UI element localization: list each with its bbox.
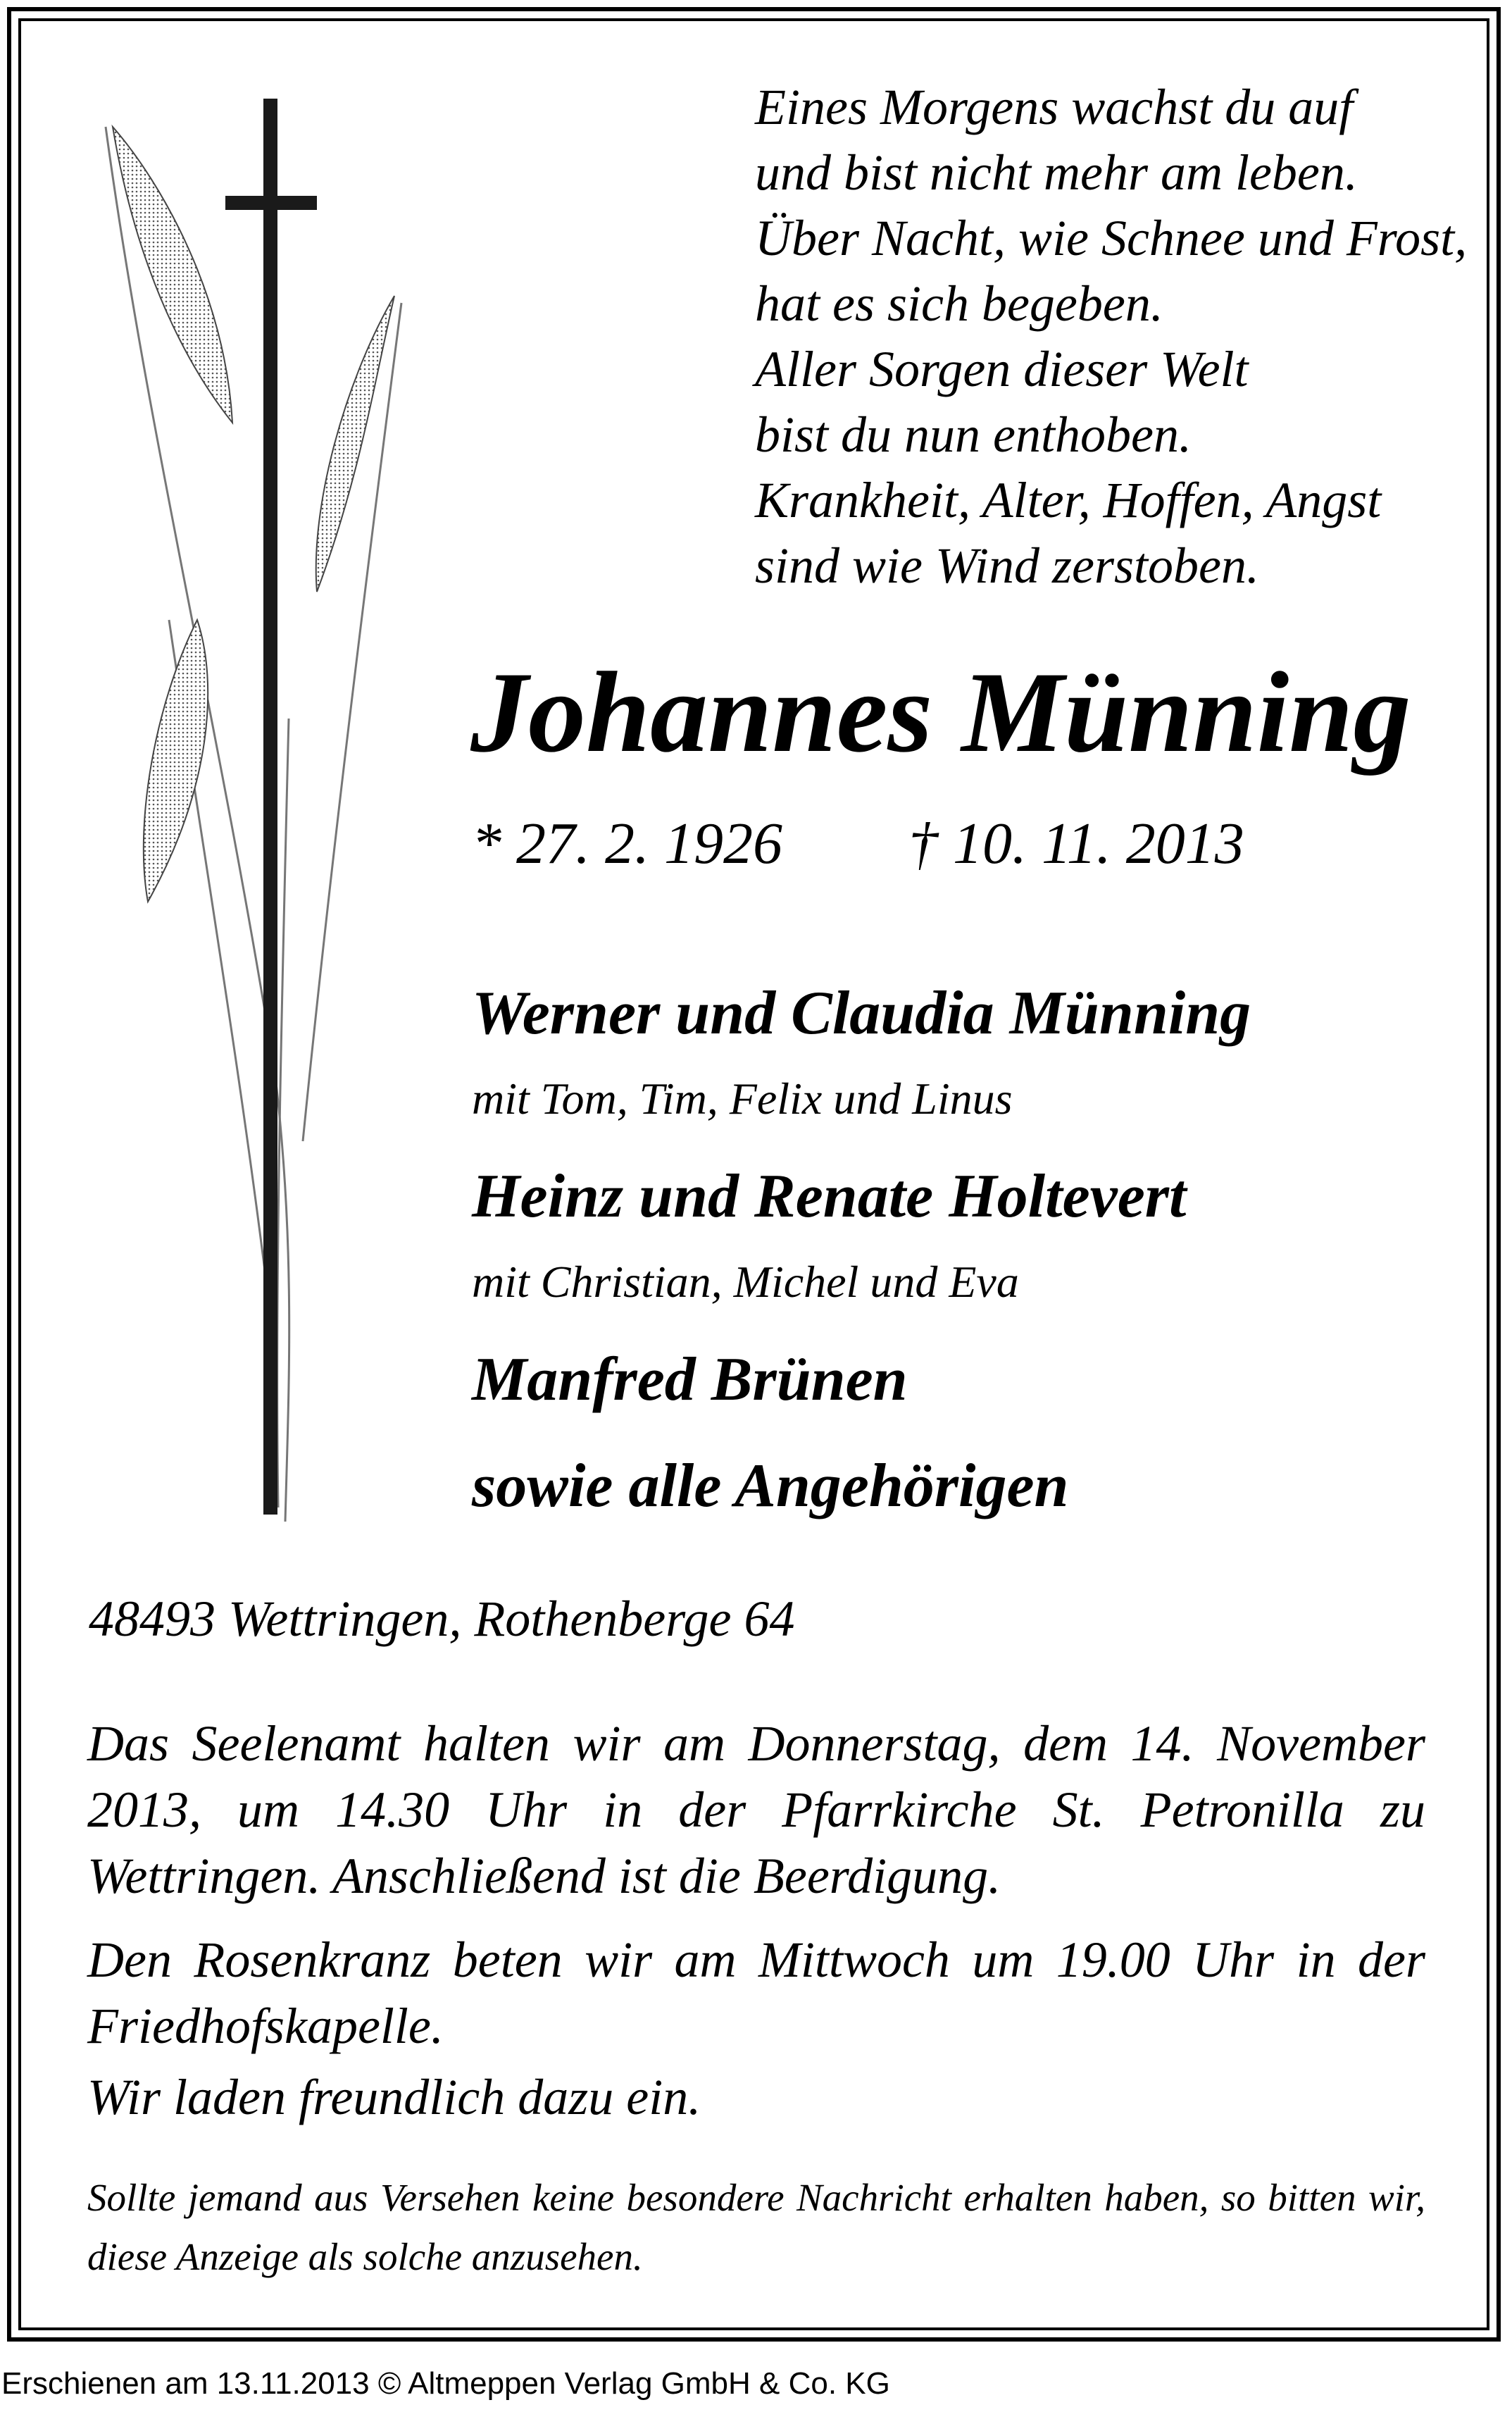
deceased-name: Johannes Münning xyxy=(470,649,1411,776)
poem-line: sind wie Wind zerstoben. xyxy=(755,537,1259,594)
poem-line: bist du nun enthoben. xyxy=(755,406,1192,463)
death-date: † 10. 11. 2013 xyxy=(908,811,1244,876)
note-paragraph: Sollte jemand aus Versehen keine besondere Nachricht erhalten haben, so bitten wir, diese Anzeige als solche anzusehen. xyxy=(87,2176,1425,2278)
address: 48493 Wettringen, Rothenberge 64 xyxy=(89,1591,795,1647)
birth-date: * 27. 2. 1926 xyxy=(472,811,782,876)
poem-line: Krankheit, Alter, Hoffen, Angst xyxy=(755,472,1382,528)
mourner-4: sowie alle Angehörigen xyxy=(472,1452,1069,1520)
poem-line: hat es sich begeben. xyxy=(755,275,1163,332)
poem-line: Eines Morgens wachst du auf xyxy=(755,79,1354,135)
mourner-family-1: Werner und Claudia Münning xyxy=(472,979,1251,1048)
rosary-paragraph: Den Rosenkranz beten wir am Mittwoch um 19.00 Uhr in der Friedhofskapelle. xyxy=(87,1932,1425,2054)
service-paragraph: Das Seelenamt halten wir am Donnerstag, dem 14. November 2013, um 14.30 Uhr in der Pfarrkirche St. Petronilla zu Wettringen. Anschließend ist die Beerdigung. xyxy=(87,1715,1425,1904)
poem-line: und bist nicht mehr am leben. xyxy=(755,144,1358,201)
publication-footer: Erschienen am 13.11.2013 © Altmeppen Verlag GmbH & Co. KG xyxy=(1,2366,890,2401)
poem-line: Über Nacht, wie Schnee und Frost, xyxy=(755,210,1468,266)
mourner-3: Manfred Brünen xyxy=(472,1345,908,1414)
poem xyxy=(755,75,1467,599)
mourner-family-1-members: mit Tom, Tim, Felix und Linus xyxy=(472,1074,1013,1124)
mourner-family-2-members: mit Christian, Michel und Eva xyxy=(472,1257,1019,1307)
invitation-paragraph: Wir laden freundlich dazu ein. xyxy=(87,2069,701,2125)
cross-with-wheat-icon xyxy=(63,85,430,1529)
poem-line: Aller Sorgen dieser Welt xyxy=(755,341,1249,397)
mourner-family-2: Heinz und Renate Holtevert xyxy=(472,1162,1187,1231)
